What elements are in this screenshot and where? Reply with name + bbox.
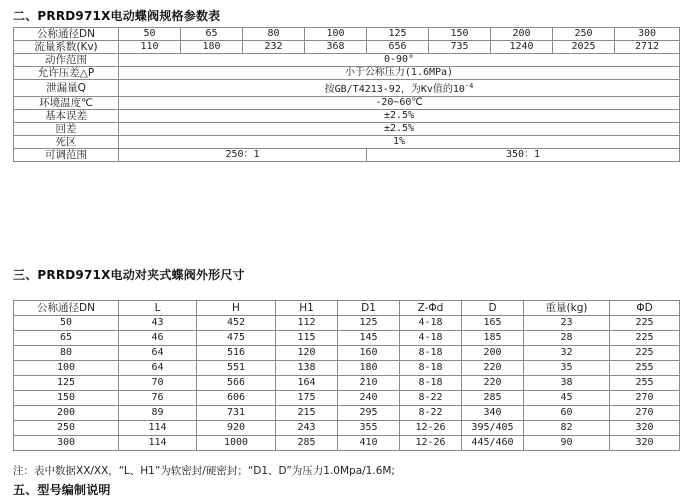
table-cell: 4-18: [400, 316, 462, 331]
table-cell: 114: [119, 436, 197, 451]
table-cell: 23: [524, 316, 610, 331]
dimension-table: [13, 300, 680, 451]
table-cell: 300: [14, 436, 119, 451]
header-cell: L: [119, 301, 197, 316]
header-cell: H: [197, 301, 276, 316]
spec-value: -20~60℃: [119, 97, 680, 110]
table-cell: 65: [14, 331, 119, 346]
table-row: [14, 406, 680, 421]
table-cell: 270: [610, 406, 680, 421]
table-cell: 920: [197, 421, 276, 436]
kv-cell: 2025: [553, 41, 615, 54]
spec-value: ±2.5%: [119, 123, 680, 136]
header-cell: D1: [338, 301, 400, 316]
range-value: 350：1: [367, 149, 680, 162]
table-cell: 320: [610, 421, 680, 436]
table-cell: 112: [276, 316, 338, 331]
table-cell: 8-18: [400, 376, 462, 391]
temperature-row: [14, 97, 680, 110]
table-cell: 160: [338, 346, 400, 361]
table-cell: 80: [14, 346, 119, 361]
table-cell: 82: [524, 421, 610, 436]
hysteresis-row: [14, 123, 680, 136]
kv-cell: 232: [243, 41, 305, 54]
table-cell: 255: [610, 376, 680, 391]
table-cell: 340: [462, 406, 524, 421]
table-cell: 120: [276, 346, 338, 361]
table-cell: 12-26: [400, 436, 462, 451]
table-cell: 255: [610, 361, 680, 376]
spec-value: [119, 80, 680, 97]
leakage-text: 按GB/T4213-92，为Kv值的10: [324, 84, 465, 95]
header-cell: Z-Φd: [400, 301, 462, 316]
table-cell: 12-26: [400, 421, 462, 436]
header-cell: 重量(kg): [524, 301, 610, 316]
table-cell: 566: [197, 376, 276, 391]
table-cell: 70: [119, 376, 197, 391]
table-cell: 180: [338, 361, 400, 376]
table-cell: 8-18: [400, 346, 462, 361]
header-cell: H1: [276, 301, 338, 316]
table-cell: 90: [524, 436, 610, 451]
dead-zone-row: [14, 136, 680, 149]
dn-cell: 100: [305, 28, 367, 41]
table-cell: 250: [14, 421, 119, 436]
table-cell: 50: [14, 316, 119, 331]
table-cell: 43: [119, 316, 197, 331]
table-cell: 8-22: [400, 391, 462, 406]
table-cell: 410: [338, 436, 400, 451]
table-cell: 270: [610, 391, 680, 406]
table-cell: 45: [524, 391, 610, 406]
section3-title: 三、PRRD971X电动对夹式蝶阀外形尺寸: [13, 268, 245, 282]
dn-cell: 80: [243, 28, 305, 41]
kv-label: 流量系数(Kv): [14, 41, 119, 54]
dn-cell: 250: [553, 28, 615, 41]
dimension-header-row: [14, 301, 680, 316]
dn-cell: 300: [615, 28, 680, 41]
pressure-diff-row: [14, 67, 680, 80]
table-cell: 165: [462, 316, 524, 331]
spec-label: 回差: [14, 123, 119, 136]
kv-cell: 735: [429, 41, 491, 54]
table-cell: 220: [462, 376, 524, 391]
table-row: [14, 316, 680, 331]
table-cell: 38: [524, 376, 610, 391]
spec-value: 0-90°: [119, 54, 680, 67]
table-cell: 243: [276, 421, 338, 436]
table-cell: 150: [14, 391, 119, 406]
table-cell: 295: [338, 406, 400, 421]
table-cell: 8-22: [400, 406, 462, 421]
table-cell: 445/460: [462, 436, 524, 451]
kv-cell: 1240: [491, 41, 553, 54]
range-label: 可调范围: [14, 149, 119, 162]
action-range-row: [14, 54, 680, 67]
table-cell: 35: [524, 361, 610, 376]
spec-label: 死区: [14, 136, 119, 149]
spec-table: [13, 27, 680, 162]
table-row: [14, 436, 680, 451]
table-cell: 355: [338, 421, 400, 436]
table-cell: 1000: [197, 436, 276, 451]
table-cell: 164: [276, 376, 338, 391]
table-cell: 76: [119, 391, 197, 406]
leakage-row: [14, 80, 680, 97]
table-cell: 516: [197, 346, 276, 361]
spec-value: 小于公称压力(1.6MPa): [119, 67, 680, 80]
table-cell: 32: [524, 346, 610, 361]
table-cell: 185: [462, 331, 524, 346]
table-row: [14, 376, 680, 391]
table-cell: 551: [197, 361, 276, 376]
table-cell: 125: [14, 376, 119, 391]
kv-cell: 656: [367, 41, 429, 54]
table-cell: 28: [524, 331, 610, 346]
table-cell: 8-18: [400, 361, 462, 376]
table-cell: 225: [610, 346, 680, 361]
table-cell: 225: [610, 316, 680, 331]
table-row: [14, 361, 680, 376]
table-cell: 125: [338, 316, 400, 331]
table-cell: 240: [338, 391, 400, 406]
header-cell: ΦD: [610, 301, 680, 316]
table-cell: 606: [197, 391, 276, 406]
dn-cell: 65: [181, 28, 243, 41]
spec-label: 允许压差△P: [14, 67, 119, 80]
spec-value: ±2.5%: [119, 110, 680, 123]
spec-label: 泄漏量Q: [14, 80, 119, 97]
table-cell: 452: [197, 316, 276, 331]
table-cell: 4-18: [400, 331, 462, 346]
table-cell: 320: [610, 436, 680, 451]
spec-value: 1%: [119, 136, 680, 149]
table-cell: 220: [462, 361, 524, 376]
kv-cell: 2712: [615, 41, 680, 54]
table-row: [14, 391, 680, 406]
table-cell: 731: [197, 406, 276, 421]
table-cell: 200: [462, 346, 524, 361]
table-cell: 200: [14, 406, 119, 421]
table-cell: 64: [119, 346, 197, 361]
table-cell: 215: [276, 406, 338, 421]
table-cell: 395/405: [462, 421, 524, 436]
dn-cell: 125: [367, 28, 429, 41]
leakage-exponent: -4: [464, 82, 474, 90]
table-cell: 64: [119, 361, 197, 376]
table-cell: 145: [338, 331, 400, 346]
dn-cell: 200: [491, 28, 553, 41]
table-cell: 115: [276, 331, 338, 346]
table-cell: 100: [14, 361, 119, 376]
table-cell: 225: [610, 331, 680, 346]
section2-title: 二、PRRD971X电动蝶阀规格参数表: [13, 9, 221, 23]
table-cell: 475: [197, 331, 276, 346]
dn-cell: 50: [119, 28, 181, 41]
table-cell: 285: [276, 436, 338, 451]
table-cell: 60: [524, 406, 610, 421]
kv-cell: 368: [305, 41, 367, 54]
header-cell: D: [462, 301, 524, 316]
dn-row: [14, 28, 680, 41]
table-cell: 285: [462, 391, 524, 406]
spec-label: 基本误差: [14, 110, 119, 123]
table-cell: 46: [119, 331, 197, 346]
table-row: [14, 346, 680, 361]
header-cell: 公称通径DN: [14, 301, 119, 316]
kv-cell: 110: [119, 41, 181, 54]
table-note: 注：表中数据XX/XX，“L、H1”为软密封/硬密封；“D1、D”为压力1.0Mpa/1.6M;: [13, 465, 395, 477]
spec-label: 动作范围: [14, 54, 119, 67]
kv-cell: 180: [181, 41, 243, 54]
dn-cell: 150: [429, 28, 491, 41]
range-value: 250：1: [119, 149, 367, 162]
table-row: [14, 421, 680, 436]
table-cell: 210: [338, 376, 400, 391]
dn-label: 公称通径DN: [14, 28, 119, 41]
kv-row: [14, 41, 680, 54]
table-cell: 89: [119, 406, 197, 421]
table-cell: 138: [276, 361, 338, 376]
section5-title: 五、型号编制说明: [13, 483, 111, 497]
table-row: [14, 331, 680, 346]
table-cell: 114: [119, 421, 197, 436]
spec-label: 环境温度℃: [14, 97, 119, 110]
adjustable-range-row: [14, 149, 680, 162]
table-cell: 175: [276, 391, 338, 406]
basic-error-row: [14, 110, 680, 123]
